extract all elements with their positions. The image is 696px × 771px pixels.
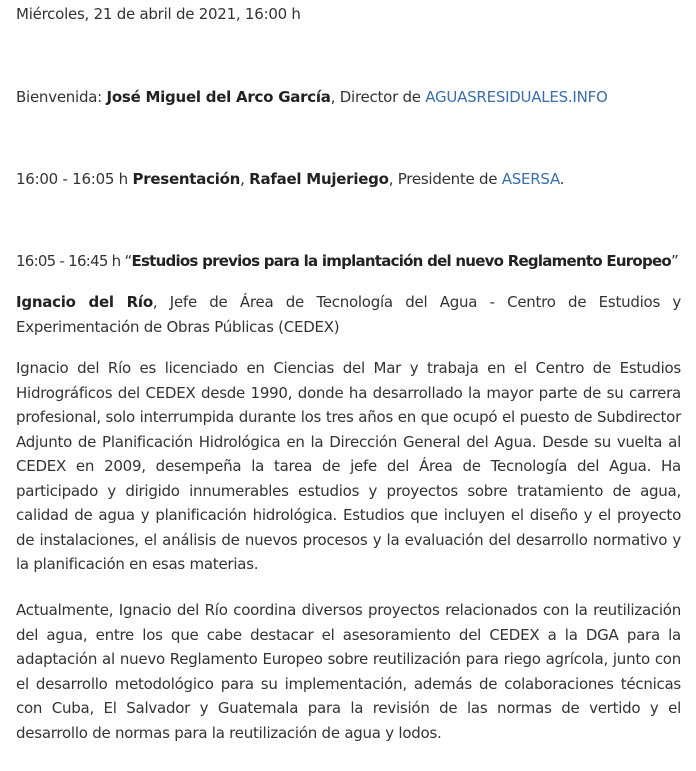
presentation-line — [16, 167, 564, 191]
presentation-title: Presentación — [132, 170, 241, 188]
aguasresiduales-link[interactable]: AGUASRESIDUALES.INFO — [425, 88, 608, 106]
presentation-end: . — [559, 170, 565, 188]
welcome-role: , Director de — [330, 88, 426, 106]
presentation-role: , Presidente de — [388, 170, 502, 188]
speaker-bio-paragraph-2: Actualmente, Ignacio del Río coordina diversos proyectos relacionados con la reutilización del agua, entre los que cabe destacar el asesoramiento del CEDEX a la DGA para la adaptación al nuevo Reglamento Europeo sobre reutilización para riego agrícola, junto con el desarrollo metodológico para su implementación, además de colaboraciones técnicas con Cuba, El Salvador y Guatemala para la revisión de las normas de vertido y el desarrollo de normas para la reutilización de agua y lodos. — [16, 601, 681, 742]
talk-time: 16:05 - 16:45 h “ — [16, 252, 132, 270]
speaker-line — [16, 290, 681, 339]
welcome-line — [16, 85, 608, 109]
event-date-text: Miércoles, 21 de abril de 2021, 16:00 h — [16, 5, 301, 23]
welcome-prefix: Bienvenida: — [16, 88, 107, 106]
talk-end-quote: ” — [670, 252, 678, 270]
speaker-role: , Jefe de Área de Tecnología del Agua - Centro de Estudios y Experimentación de Obras Públicas (CEDEX) — [16, 293, 682, 336]
talk-line — [16, 249, 678, 273]
presentation-speaker-name: Rafael Mujeriego — [249, 170, 389, 188]
asersa-link[interactable]: ASERSA — [501, 170, 560, 188]
speaker-name: Ignacio del Río — [16, 293, 153, 311]
welcome-speaker-name: José Miguel del Arco García — [106, 88, 331, 106]
talk-title: Estudios previos para la implantación del nuevo Reglamento Europeo — [131, 252, 671, 270]
event-date — [16, 2, 301, 26]
speaker-bio-paragraph-1: Ignacio del Río es licenciado en Ciencias del Mar y trabaja en el Centro de Estudios Hidrográficos del CEDEX desde 1990, donde ha desarrollado la mayor parte de su carrera profesional, solo interrumpida durante los tres años en que ocupó el puesto de Subdirector Adjunto de Planificación Hidrológica en la Dirección General del Agua. Desde su vuelta al CEDEX en 2009, desempeña la tarea de jefe del Área de Tecnología del Agua. Ha participado y dirigido innumerables estudios y proyectos sobre tratamiento de agua, calidad de agua y planificación hidrológica. Estudios que incluyen el diseño y el proyecto de instalaciones, el análisis de nuevos procesos y la evaluación del desarrollo normativo y la planificación en esas materias. — [16, 359, 681, 573]
presentation-separator: , — [240, 170, 250, 188]
presentation-time: 16:00 - 16:05 h — [16, 170, 133, 188]
